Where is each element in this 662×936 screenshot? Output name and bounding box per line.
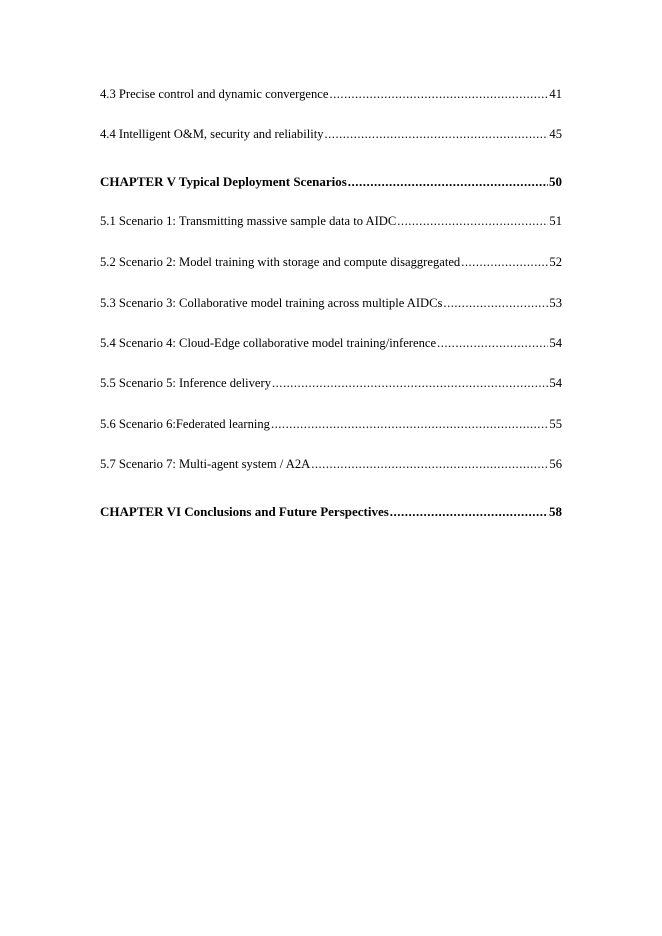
toc-entry-5-4[interactable] — [100, 334, 562, 352]
toc-entry-chapter-vi[interactable] — [100, 503, 562, 521]
toc-dot-leader — [443, 294, 548, 312]
toc-entry-title: 5.7 Scenario 7: Multi-agent system / A2A — [100, 457, 311, 471]
toc-entry-5-5[interactable] — [100, 374, 562, 392]
toc-dot-leader — [461, 253, 548, 271]
toc-dot-leader — [437, 334, 548, 352]
toc-entry-5-3[interactable] — [100, 294, 562, 312]
toc-entry-title: CHAPTER VI Conclusions and Future Perspectives — [100, 504, 389, 519]
toc-dot-leader — [329, 85, 548, 103]
toc-entry-title: 5.4 Scenario 4: Cloud-Edge collaborative model training/inference — [100, 336, 437, 350]
toc-entry-4-4[interactable] — [100, 125, 562, 143]
toc-entry-page: 41 — [549, 87, 562, 101]
toc-entry-title: 5.2 Scenario 2: Model training with storage and compute disaggregated — [100, 255, 461, 269]
toc-entry-title: 4.3 Precise control and dynamic convergence — [100, 87, 329, 101]
toc-entry-title: CHAPTER V Typical Deployment Scenarios — [100, 174, 347, 189]
toc-entry-page: 58 — [549, 504, 562, 519]
toc-entry-chapter-v[interactable] — [100, 173, 562, 191]
toc-dot-leader — [272, 374, 548, 392]
toc-entry-5-2[interactable] — [100, 253, 562, 271]
toc-entry-title: 5.6 Scenario 6:Federated learning — [100, 417, 270, 431]
toc-entry-page: 54 — [549, 376, 562, 390]
toc-dot-leader — [311, 455, 548, 473]
toc-entry-title: 4.4 Intelligent O&M, security and reliability — [100, 127, 324, 141]
toc-dot-leader — [348, 173, 548, 191]
toc-entry-4-3[interactable] — [100, 85, 562, 103]
toc-entry-title: 5.3 Scenario 3: Collaborative model training across multiple AIDCs — [100, 296, 443, 310]
toc-entry-page: 53 — [549, 296, 562, 310]
toc-entry-title: 5.1 Scenario 1: Transmitting massive sample data to AIDC — [100, 214, 397, 228]
toc-entry-page: 51 — [549, 214, 562, 228]
toc-entry-5-6[interactable] — [100, 415, 562, 433]
toc-entry-5-1[interactable] — [100, 212, 562, 230]
toc-entry-page: 52 — [549, 255, 562, 269]
toc-entry-page: 55 — [549, 417, 562, 431]
toc-entry-page: 50 — [549, 174, 562, 189]
toc-entry-title: 5.5 Scenario 5: Inference delivery — [100, 376, 271, 390]
toc-entry-page: 45 — [549, 127, 562, 141]
toc-entry-page: 54 — [549, 336, 562, 350]
toc-dot-leader — [271, 415, 548, 433]
toc-dot-leader — [390, 503, 548, 521]
toc-entry-5-7[interactable] — [100, 455, 562, 473]
toc-dot-leader — [325, 125, 549, 143]
toc-dot-leader — [397, 212, 548, 230]
toc-entry-page: 56 — [549, 457, 562, 471]
